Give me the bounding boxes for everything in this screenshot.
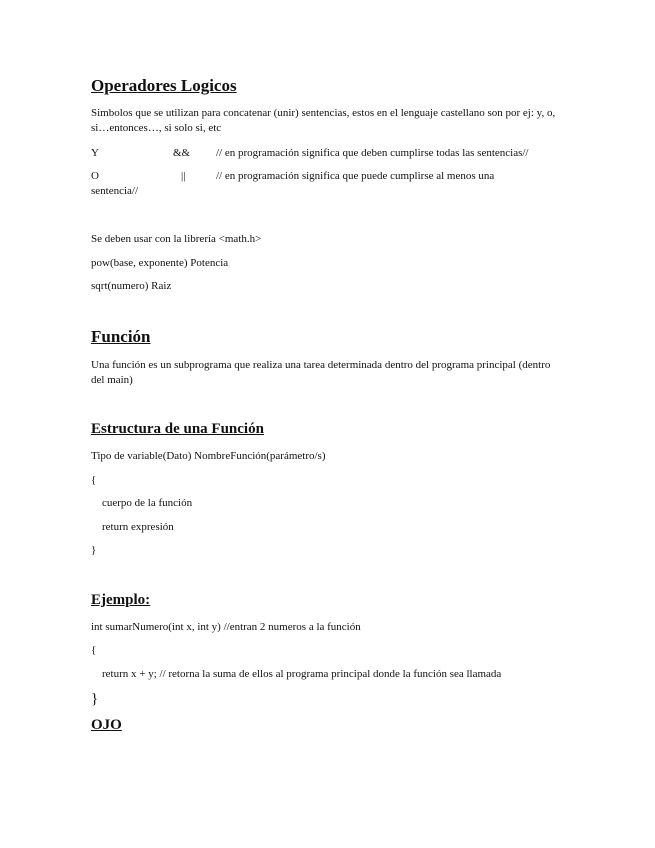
operator-row-or xyxy=(91,169,561,184)
estructura-open-brace: { xyxy=(91,474,97,486)
operator-symbol: && xyxy=(173,147,191,159)
estructura-body-line: cuerpo de la función xyxy=(102,497,193,509)
section-title-ejemplo: Ejemplo: xyxy=(91,592,151,608)
section-title-ojo: OJO xyxy=(91,717,122,733)
library-note: Se deben usar con la librería <math.h> xyxy=(91,233,262,245)
section-title-estructura: Estructura de una Función xyxy=(91,421,264,437)
operator-description-continued: sentencia// xyxy=(91,185,139,197)
ejemplo-return-line: return x + y; // retorna la suma de ellos al programa principal donde la función sea llamada xyxy=(102,668,502,680)
estructura-signature: Tipo de variable(Dato) NombreFunción(parámetro/s) xyxy=(91,450,326,462)
pow-line: pow(base, exponente) Potencia xyxy=(91,257,229,269)
estructura-return-line: return expresión xyxy=(102,521,174,533)
operator-symbol: || xyxy=(181,170,186,182)
estructura-close-brace: } xyxy=(91,544,97,556)
operadores-intro: Simbolos que se utilizan para concatenar (unir) sentencias, estos en el lenguaje castellano son por ej: y, o, si…entonces…, si solo si, etc xyxy=(91,107,556,134)
ejemplo-open-brace: { xyxy=(91,644,97,656)
section-title-funcion: Función xyxy=(91,327,151,346)
operator-word: O xyxy=(91,170,99,182)
ejemplo-signature: int sumarNumero(int x, int y) //entran 2 numeros a la función xyxy=(91,621,361,633)
operator-word: Y xyxy=(91,147,99,159)
ejemplo-close-brace: } xyxy=(91,691,99,707)
funcion-definition: Una función es un subprograma que realiza una tarea determinada dentro del programa principal (dentro del main) xyxy=(91,359,551,386)
operator-description: // en programación significa que deben cumplirse todas las sentencias// xyxy=(216,147,529,159)
operator-description: // en programación significa que puede cumplirse al menos una xyxy=(216,170,495,182)
sqrt-line: sqrt(numero) Raiz xyxy=(91,280,172,292)
section-title-operadores: Operadores Logicos xyxy=(91,76,237,95)
operator-row-and xyxy=(91,146,561,161)
